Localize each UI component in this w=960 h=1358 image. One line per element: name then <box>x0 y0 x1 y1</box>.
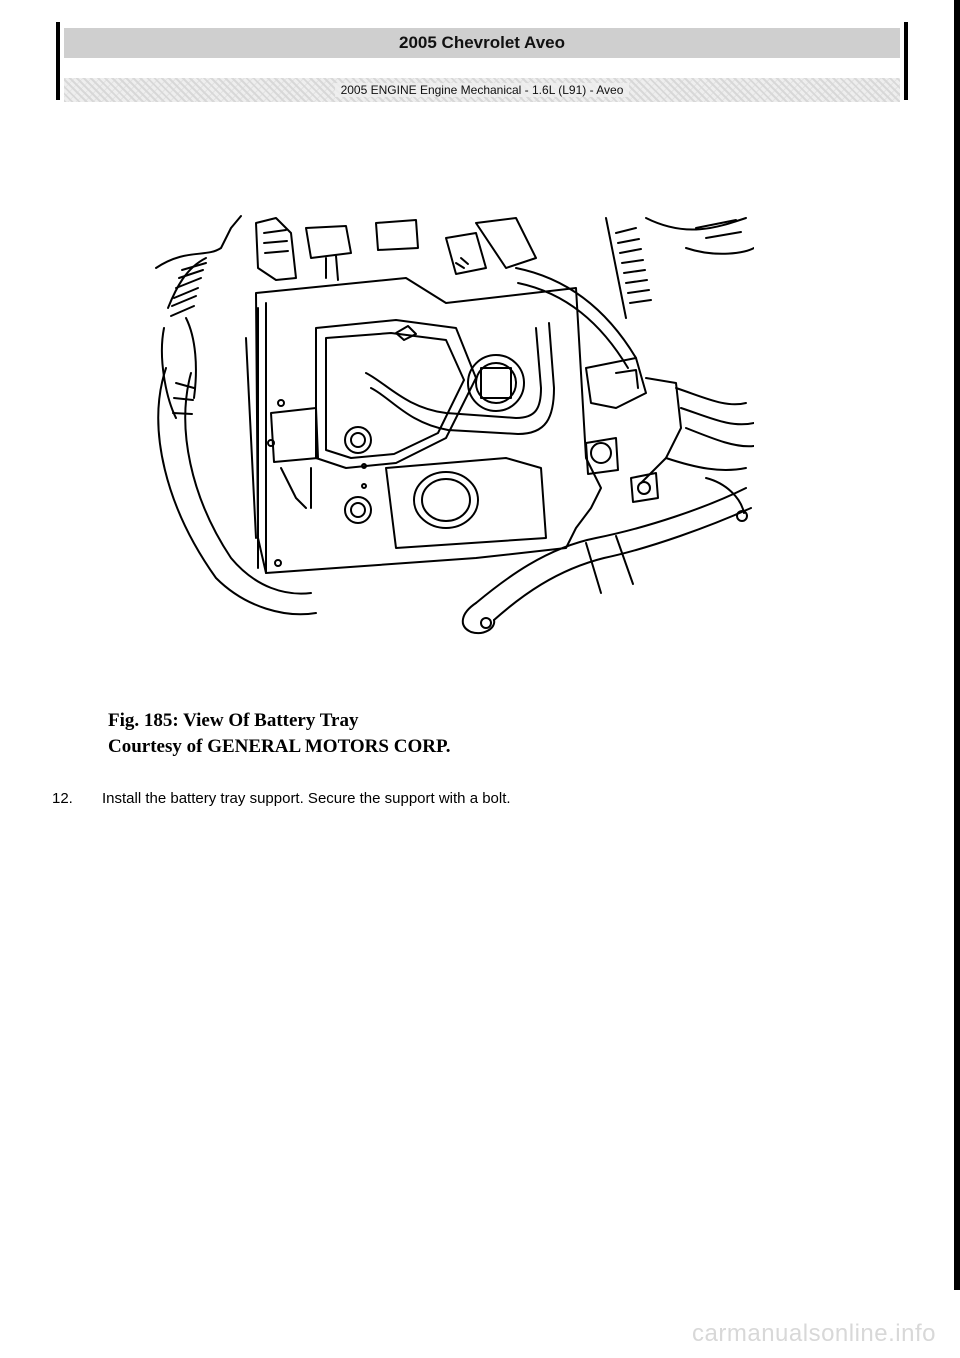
document-subtitle <box>64 78 900 102</box>
battery-tray-illustration <box>146 208 754 638</box>
document-title: 2005 Chevrolet Aveo <box>64 28 900 58</box>
figure-caption-credit: Courtesy of GENERAL MOTORS CORP. <box>108 736 451 757</box>
figure-caption <box>108 708 451 760</box>
watermark-text: carmanualsonline.info <box>692 1320 936 1347</box>
step-text: Install the battery tray support. Secure the support with a bolt. <box>102 790 511 807</box>
document-subtitle-text: 2005 ENGINE Engine Mechanical - 1.6L (L91) - Aveo <box>335 83 630 97</box>
page-right-edge <box>954 0 960 1290</box>
step-number: 12. <box>52 790 73 807</box>
procedure-step <box>52 788 812 810</box>
header-left-rule <box>56 22 60 100</box>
figure-caption-title: Fig. 185: View Of Battery Tray <box>108 710 359 731</box>
page-header <box>56 22 908 100</box>
header-right-rule <box>904 22 908 100</box>
